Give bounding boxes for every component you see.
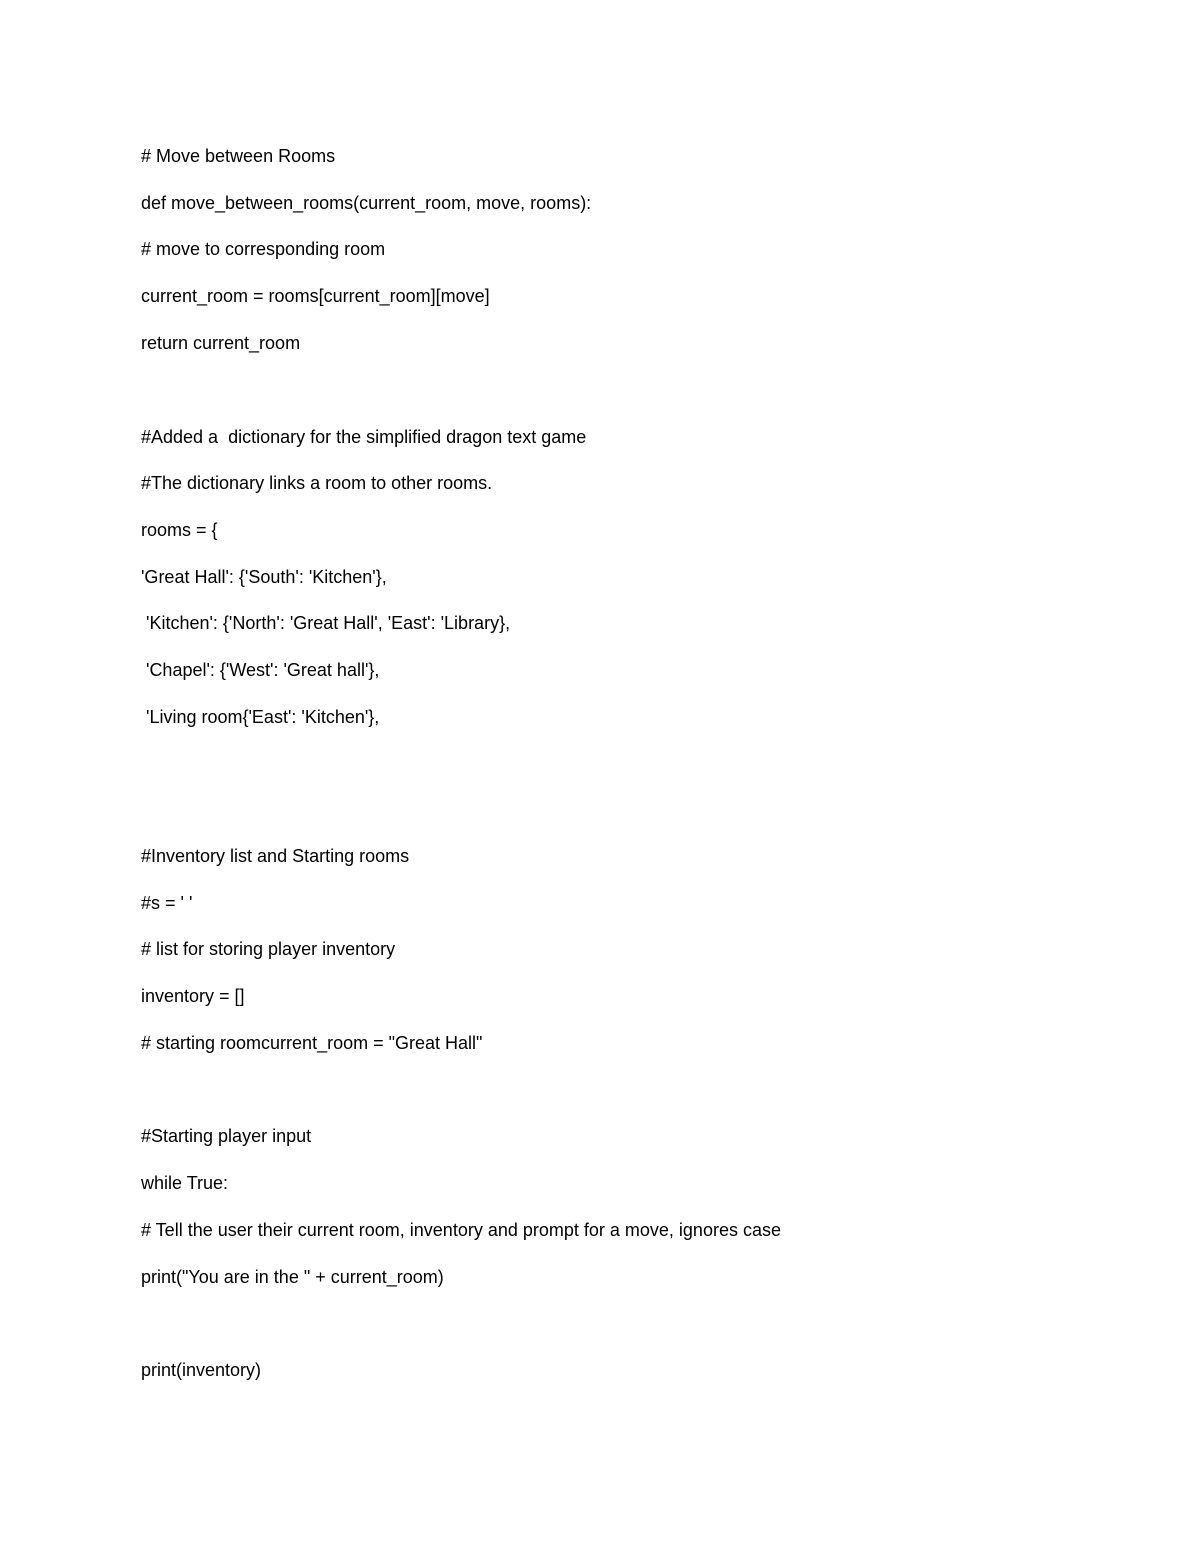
code-line: while True: xyxy=(141,1173,229,1193)
code-line: inventory = [] xyxy=(141,986,245,1006)
code-line: #Inventory list and Starting rooms xyxy=(141,846,410,866)
code-line: 'Kitchen': {'North': 'Great Hall', 'East': 'Library}, xyxy=(141,613,511,633)
code-line: #Starting player input xyxy=(141,1126,312,1146)
code-line: current_room = rooms[current_room][move] xyxy=(141,286,490,306)
code-line: 'Great Hall': {'South': 'Kitchen'}, xyxy=(141,567,387,587)
code-line: return current_room xyxy=(141,333,301,353)
code-line: print("You are in the " + current_room) xyxy=(141,1267,444,1287)
code-line: print(inventory) xyxy=(141,1360,262,1380)
code-line: # starting roomcurrent_room = "Great Hall" xyxy=(141,1033,483,1053)
code-line: # Move between Rooms xyxy=(141,146,336,166)
code-line: def move_between_rooms(current_room, move, rooms): xyxy=(141,193,592,213)
code-line: #The dictionary links a room to other rooms. xyxy=(141,473,493,493)
code-line: # list for storing player inventory xyxy=(141,939,396,959)
code-line: # Tell the user their current room, inventory and prompt for a move, ignores case xyxy=(141,1220,781,1240)
code-line: # move to corresponding room xyxy=(141,239,386,259)
code-line: rooms = { xyxy=(141,520,218,540)
code-line: #s = ' ' xyxy=(141,893,193,913)
code-line: 'Living room{'East': 'Kitchen'}, xyxy=(141,707,380,727)
code-line: 'Chapel': {'West': 'Great hall'}, xyxy=(141,660,380,680)
code-line: #Added a dictionary for the simplified dragon text game xyxy=(141,427,587,447)
